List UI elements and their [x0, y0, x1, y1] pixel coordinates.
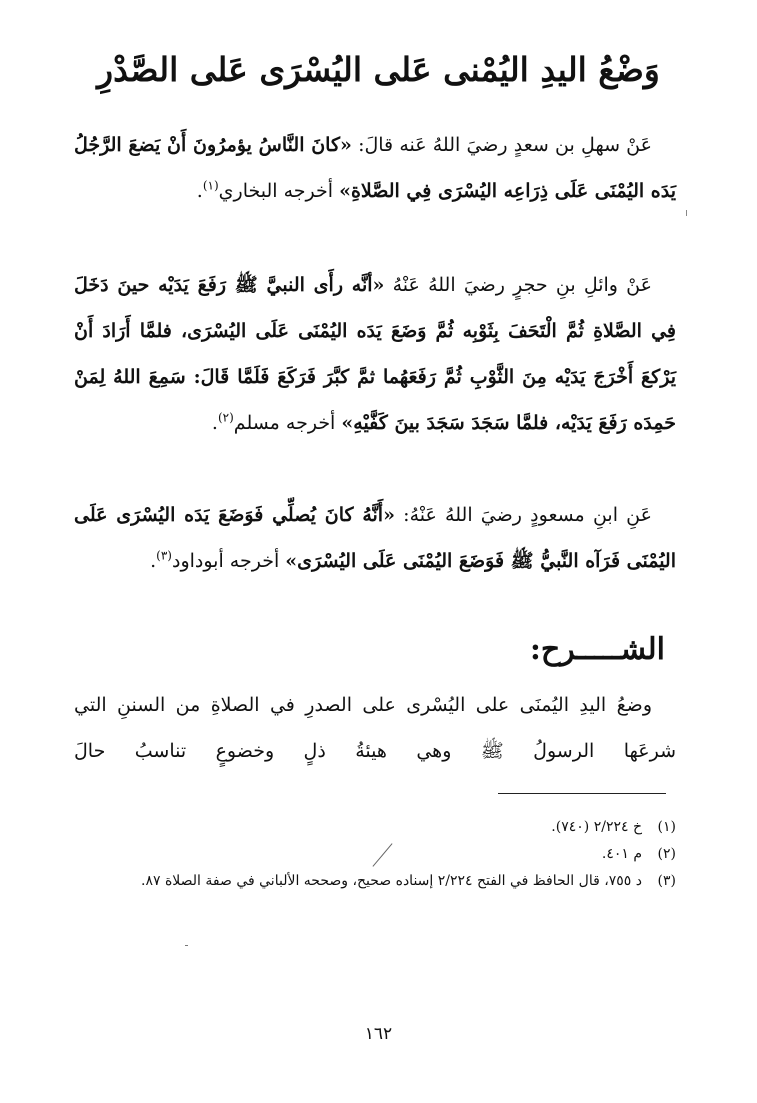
footnote-ref: (٢): [217, 410, 234, 425]
footnote-ref: (٣): [156, 548, 172, 563]
footnote-number: (٢): [657, 846, 676, 862]
page-title: وَضْعُ اليدِ اليُمْنى عَلى اليُسْرَى عَلى الصَّدْرِ: [97, 50, 660, 89]
sharh-heading: [530, 622, 665, 678]
scan-mark: [185, 945, 188, 946]
hadith-paragraph: [74, 122, 676, 214]
hadith-source: أخرجه البخاري: [218, 180, 340, 202]
sharh-heading-end: ـرح:: [529, 632, 586, 667]
hadith-end: .: [150, 550, 157, 572]
hadith-end: .: [196, 180, 203, 202]
hadith-source: أخرجه أبوداود: [171, 550, 286, 572]
hadith-paragraph: [74, 492, 676, 584]
footnote-text: د ٧٥٥، قال الحافظ في الفتح ٢/٢٢٤ إسناده صحيح، وصححه الألباني في صفة الصلاة ٨٧.: [141, 873, 642, 889]
footnote-text: م ٤٠١.: [601, 846, 642, 862]
hadith-quote: «أَنَّهُ كانَ يُصلِّي فَوَضَعَ يَدَه اليُسْرَى عَلَى اليُمْنَى فَرَآه النَّبيُّ ﷺ فَوَضَعَ اليُمْنَى عَلَى اليُسْرَى»: [74, 504, 676, 572]
scan-mark: [686, 210, 687, 216]
footnote-number: (١): [657, 819, 676, 835]
hadith-paragraph: [74, 262, 676, 446]
footnote-item: [76, 841, 676, 868]
footnote-text: خ ٢/٢٢٤ (٧٤٠).: [551, 819, 642, 835]
hadith-intro: عَنْ وائلِ بنِ حجرٍ رضيَ اللهُ عَنْهُ: [384, 274, 652, 296]
footnote-divider: [498, 793, 666, 794]
sharh-heading-start: الشـ: [611, 632, 665, 667]
hadith-intro: عَنِ ابنِ مسعودٍ رضيَ اللهُ عَنْهُ:: [394, 504, 652, 526]
footnotes: [76, 814, 676, 895]
page-number: ١٦٢: [364, 1024, 393, 1044]
footnote-item: [76, 814, 676, 841]
hadith-intro: عَنْ سهلِ بن سعدٍ رضيَ اللهُ عَنه قالَ:: [351, 134, 652, 156]
footnote-ref: (١): [202, 178, 219, 193]
hadith-quote: «كانَ النَّاسُ يؤمرُونَ أَنْ يَضعَ الرَّجُلُ يَدَه اليُمْنَى عَلَى ذِرَاعِه اليُسْرَى فِي الصَّلاةِ»: [74, 134, 676, 202]
sharh-body: وضعُ اليدِ اليُمنَى على اليُسْرى على الصدرِ في الصلاةِ من السننِ التي شرعَها الرسولُ ﷺ وهي هيئةُ ذلٍ وخضوعٍ تناسبُ حالَ: [74, 694, 676, 762]
sharh-heading-tatweel: ـــ: [585, 632, 612, 667]
footnote-item: [76, 868, 676, 895]
hadith-end: .: [211, 412, 218, 434]
hadith-quote: «أنَّه رأَى النبيَّ ﷺ رَفَعَ يَدَيْه حينَ دَخَلَ فِي الصَّلاةِ ثُمَّ الْتَحَفَ بِثَوْبِه ثُمَّ وَضَعَ يَدَه اليُمْنَى عَلَى اليُسْرَى، فلمَّا أَرَادَ أَنْ يَرْكعَ أَخْرَجَ يَدَيْه مِنَ الثَّوْبِ ثُمَّ رَفَعَهُما ثمَّ كبَّرَ فَرَكَعَ فَلَمَّا قَالَ: سَمِعَ اللهُ لِمَنْ حَمِدَه رَفَعَ يَدَيْه، فلمَّا سَجَدَ سَجَدَ بينَ كَفَّيْهِ»: [74, 274, 676, 434]
hadith-source: أخرجه مسلم: [233, 412, 342, 434]
footnote-number: (٣): [657, 873, 676, 889]
